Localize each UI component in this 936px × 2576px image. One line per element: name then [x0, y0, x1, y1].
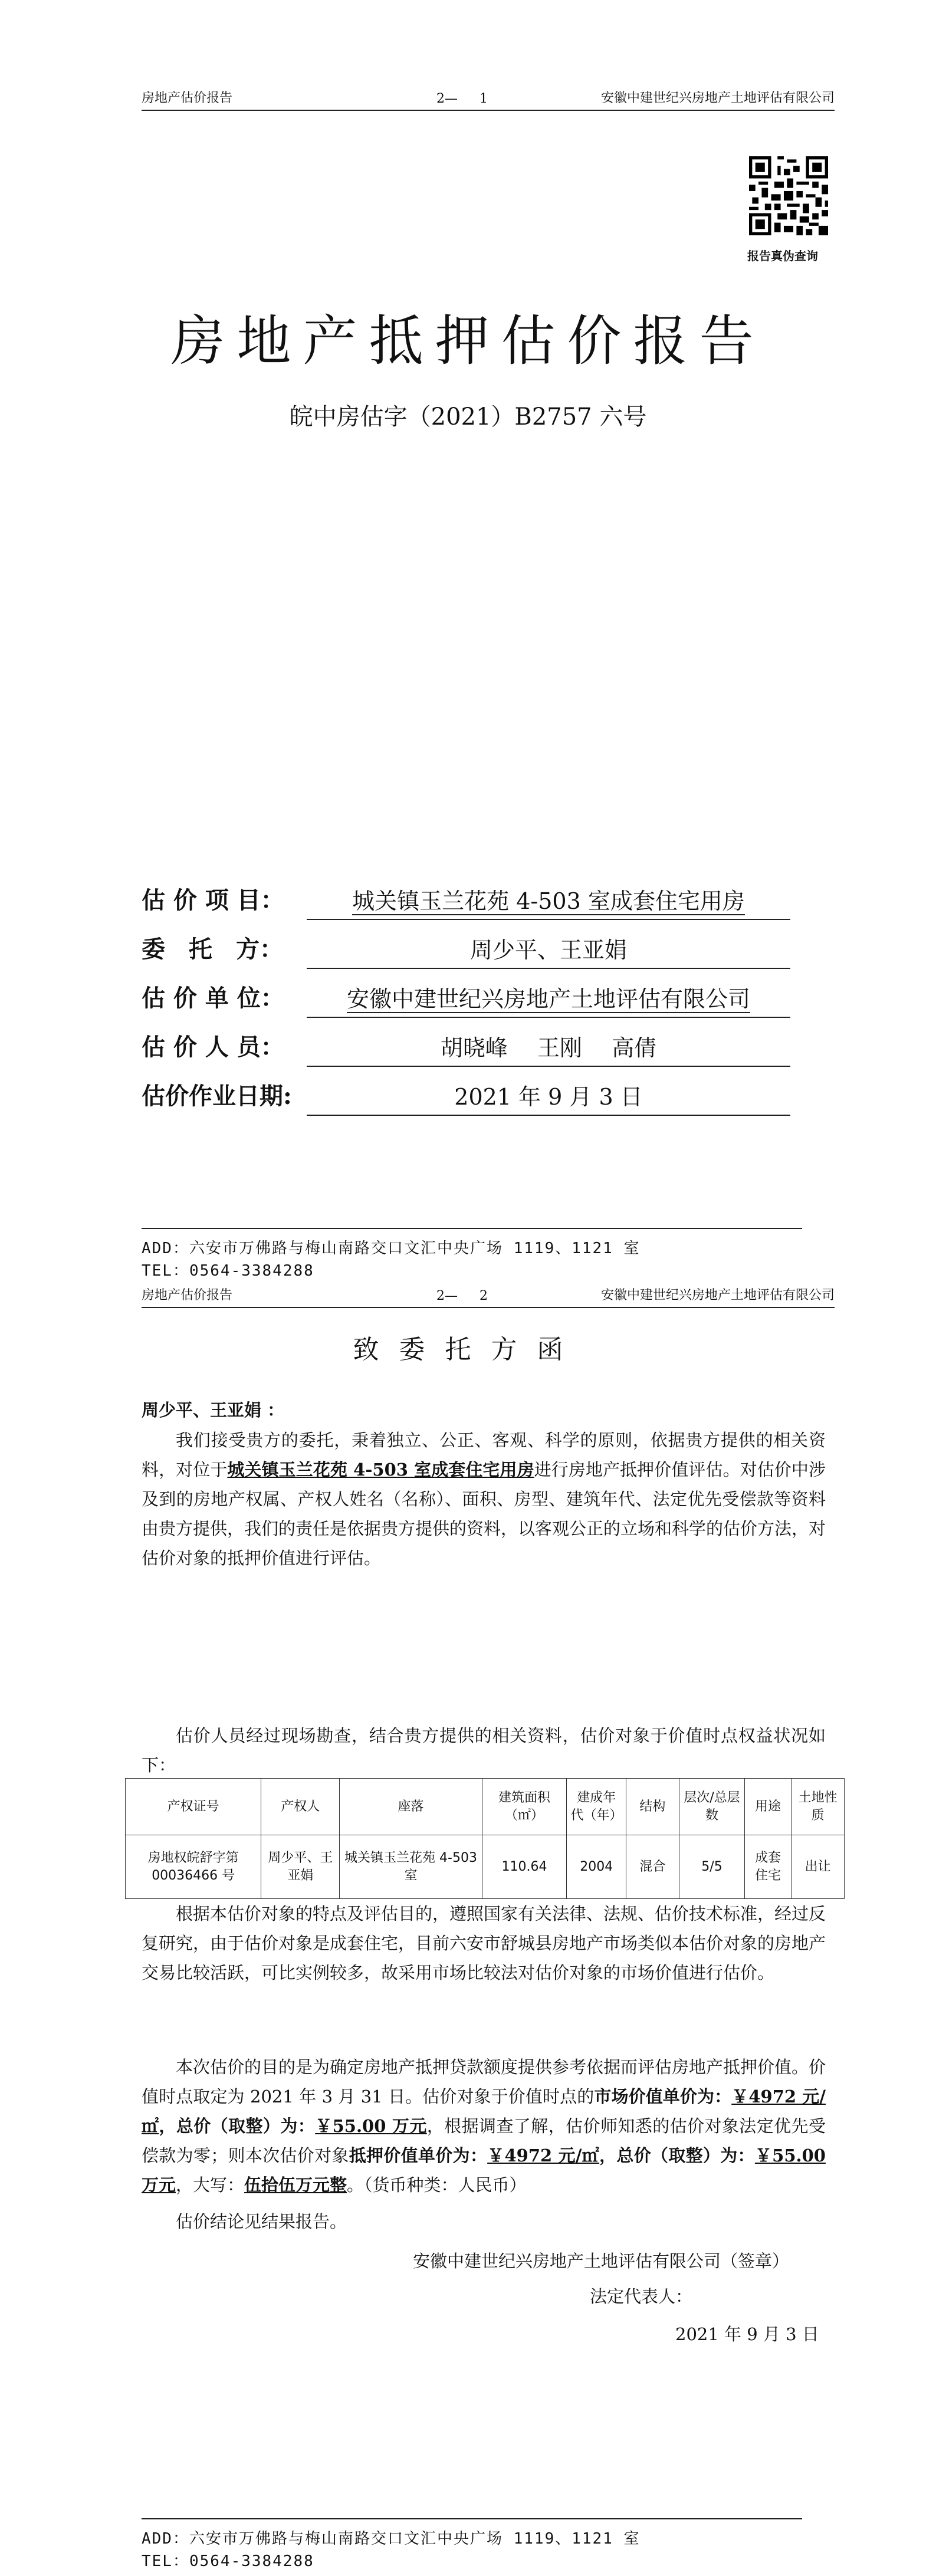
- paragraph-commission: 我们接受贵方的委托，秉着独立、公正、客观、科学的原则，依据贵方提供的相关资料，对位于城关镇玉兰花苑 4-503 室成套住宅用房进行房地产抵押价值评估。对估价中涉及到的房地产权属、产权人姓名（名称）、面积、房型、建筑年代、法定优先受偿款等资料由贵方提供，我们的责任是依据贵方提供的资料，以客观公正的立场和科学的估价方法，对估价对象的抵押价值进行评估。: [142, 1430, 826, 1568]
- table-cell: 周少平、王亚娟: [261, 1835, 340, 1899]
- header-company: 安徽中建世纪兴房地产土地评估有限公司: [600, 1288, 835, 1303]
- table-header-cell: 座落: [340, 1779, 482, 1835]
- table-header-cell: 建成年代（年）: [567, 1779, 626, 1835]
- table-cell: 110.64: [482, 1835, 567, 1899]
- info-value: 安徽中建世纪兴房地产土地评估有限公司: [307, 981, 790, 1018]
- qr-code-label: 报告真伪查询: [747, 249, 818, 263]
- header-page-number: 2— 2: [436, 1289, 488, 1303]
- info-label: 估价作业日期:: [142, 1082, 292, 1110]
- legal-representative: 法定代表人：: [590, 2286, 693, 2306]
- report-title: 房地产抵押估价报告: [170, 310, 766, 373]
- document-number: 皖中房估字（2021）B2757 六号: [289, 403, 647, 431]
- info-label: 委 托 方：: [142, 935, 283, 963]
- info-label: 估 价 项 目：: [142, 886, 284, 914]
- footer-phone: TEL：0564-3384288: [142, 1262, 314, 1280]
- market-unit-price: ￥4972 元/㎡: [142, 2087, 826, 2136]
- footer-address: ADD：六安市万佛路与梅山南路交口文汇中央广场 1119、1121 室: [142, 2530, 641, 2548]
- letter-date: 2021 年 9 月 3 日: [675, 2324, 819, 2344]
- info-label: 估 价 单 位：: [142, 984, 284, 1012]
- page-header: [142, 88, 835, 111]
- letter-salutation: 周少平、王亚娟 ：: [142, 1400, 285, 1420]
- table-cell: 混合: [626, 1835, 679, 1899]
- table-header-cell: 产权人: [261, 1779, 340, 1835]
- table-header-row: [126, 1779, 845, 1835]
- footer-address: ADD：六安市万佛路与梅山南路交口文汇中央广场 1119、1121 室: [142, 1240, 641, 1257]
- table-header-cell: 土地性质: [792, 1779, 845, 1835]
- property-rights-table: [125, 1778, 845, 1899]
- table-cell: 出让: [792, 1835, 845, 1899]
- table-cell: 5/5: [679, 1835, 744, 1899]
- qr-code-icon[interactable]: [749, 156, 828, 235]
- info-label: 估 价 人 员：: [142, 1033, 284, 1061]
- paragraph-site-survey: 估价人员经过现场勘查，结合贵方提供的相关资料，估价对象于价值时点权益状况如下：: [142, 1726, 826, 1775]
- info-value: 城关镇玉兰花苑 4-503 室成套住宅用房: [307, 883, 790, 920]
- report-cover-page: [0, 0, 936, 1286]
- header-page-number: 2— 1: [436, 91, 488, 106]
- company-signature: 安徽中建世纪兴房地产土地评估有限公司（签章）: [413, 2251, 790, 2271]
- paragraph-conclusion: 估价结论见结果报告。: [176, 2212, 347, 2232]
- footer-divider: [142, 1228, 802, 1229]
- table-cell: 城关镇玉兰花苑 4-503 室: [340, 1835, 482, 1899]
- footer-divider: [142, 2518, 802, 2519]
- mortgage-unit-price: ￥4972 元/㎡: [487, 2145, 600, 2166]
- table-cell: 2004: [567, 1835, 626, 1899]
- info-value: 胡晓峰 王刚 高倩: [307, 1030, 790, 1067]
- table-header-cell: 建筑面积（㎡）: [482, 1779, 567, 1835]
- page-header: [142, 1286, 835, 1308]
- paragraph-method: 根据本估价对象的特点及评估目的，遵照国家有关法律、法规、估价技术标准，经过反复研究，由于估价对象是成套住宅，目前六安市舒城县房地产市场类似本估价对象的房地产交易比较活跃，可比实例较多，故采用市场比较法对估价对象的市场价值进行估价。: [142, 1904, 826, 1983]
- mortgage-total-price: ￥55.00 万元: [142, 2145, 826, 2195]
- table-header-cell: 层次/总层数: [679, 1779, 744, 1835]
- table-header-cell: 结构: [626, 1779, 679, 1835]
- table-cell: 房地权皖舒字第 00036466 号: [126, 1835, 261, 1899]
- letter-title: 致委托方函: [353, 1335, 583, 1365]
- market-total-price: ￥55.00 万元: [315, 2116, 427, 2136]
- table-row: [126, 1835, 845, 1899]
- header-company: 安徽中建世纪兴房地产土地评估有限公司: [600, 91, 835, 106]
- info-value: 周少平、王亚娟: [307, 932, 790, 969]
- paragraph-valuation-result: 本次估价的目的是为确定房地产抵押贷款额度提供参考依据而评估房地产抵押价值。价值时点取定为 2021 年 3 月 31 日。估价对象于价值时点的市场价值单价为：￥4972 元/㎡，总价（取整）为：￥55.00 万元，根据调查了解，估价师知悉的估价对象法定优先受偿款为零；则本次估价对象抵押价值单价为：￥4972 元/㎡，总价（取整）为：￥55.00 万元，大写：伍拾伍万元整。（货币种类：人民币）: [142, 2057, 826, 2195]
- cover-letter-page: [0, 1286, 936, 2576]
- table-header-cell: 产权证号: [126, 1779, 261, 1835]
- table-cell: 成套住宅: [745, 1835, 792, 1899]
- footer-phone: TEL：0564-3384288: [142, 2552, 314, 2570]
- property-name-highlight: 城关镇玉兰花苑 4-503 室成套住宅用房: [227, 1460, 534, 1480]
- header-left: 房地产估价报告: [142, 91, 233, 106]
- info-value: 2021 年 9 月 3 日: [307, 1079, 790, 1116]
- amount-in-words: 伍拾伍万元整: [244, 2175, 347, 2195]
- header-left: 房地产估价报告: [142, 1288, 233, 1303]
- table-header-cell: 用途: [745, 1779, 792, 1835]
